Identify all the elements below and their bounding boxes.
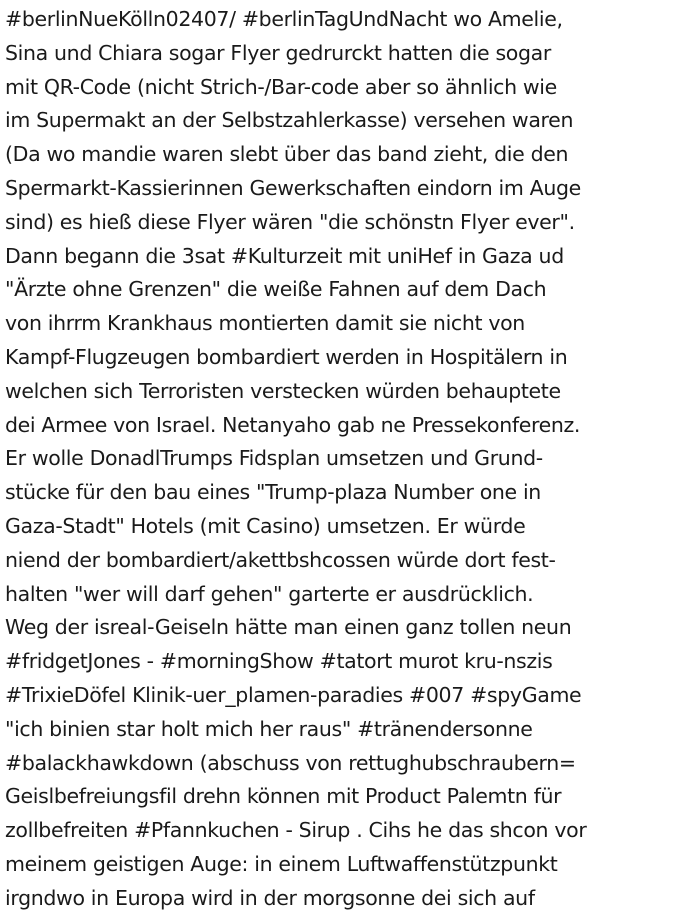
text-line: dei Armee von Israel. Netanyaho gab ne Pressekonferenz. — [5, 412, 581, 437]
text-line: mit QR-Code (nicht Strich-/Bar-code aber so ähnlich wie — [5, 74, 557, 99]
text-line: #berlinNueKölln02407/ #berlinTagUndNacht wo Amelie, — [5, 7, 563, 31]
text-line: "Ärzte ohne Grenzen" die weiße Fahnen auf dem Dach — [5, 277, 547, 302]
text-line: niend der bombardiert/akettbshcossen würde dort fest- — [5, 547, 556, 572]
text-line: Er wolle DonadlTrumps Fidsplan umsetzen und Grund- — [5, 446, 543, 471]
text-line: #fridgetJones - #morningShow #tatort murot kru-nszis — [5, 649, 553, 674]
text-line: meinem geistigen Auge: in einem Luftwaffenstützpunkt — [5, 851, 558, 876]
text-line: #balackhawkdown (abschuss von rettughubschraubern= — [5, 750, 576, 775]
text-line: Sina und Chiara sogar Flyer gedrurckt hatten die sogar — [5, 40, 551, 65]
text-line: #TrixieDöfel Klinik-uer_plamen-paradies #007 #spyGame — [5, 682, 582, 707]
text-block — [5, 3, 684, 916]
text-line: Weg der isreal-Geiseln hätte man einen ganz tollen neun — [5, 615, 572, 640]
text-line: stücke für den bau eines "Trump-plaza Number one in — [5, 480, 541, 505]
text-line: Spermarkt-Kassierinnen Gewerkschaften eindorn im Auge — [5, 175, 581, 200]
text-line: im Supermakt an der Selbstzahlerkasse) versehen waren — [5, 108, 574, 133]
text-line: Kampf-Flugzeugen bombardiert werden in Hospitälern in — [5, 344, 568, 369]
text-line: (Da wo mandie waren slebt über das band zieht, die den — [5, 142, 569, 167]
text-line: irgndwo in Europa wird in der morgsonne dei sich auf — [5, 885, 535, 910]
text-line: halten "wer will darf gehen" garterte er ausdrücklich. — [5, 581, 534, 606]
text-line: zollbefreiten #Pfannkuchen - Sirup . Cihs he das shcon vor — [5, 818, 587, 843]
text-line: "ich binien star holt mich her raus" #tränendersonne — [5, 716, 533, 741]
text-line: welchen sich Terroristen verstecken würden behauptete — [5, 378, 561, 403]
text-line: sind) es hieß diese Flyer wären "die schönstn Flyer ever". — [5, 209, 575, 234]
text-line: Dann begann die 3sat #Kulturzeit mit uniHef in Gaza ud — [5, 243, 564, 268]
text-line: Geislbefreiungsfil drehn können mit Product Palemtn für — [5, 784, 562, 809]
text-line: Gaza-Stadt" Hotels (mit Casino) umsetzen. Er würde — [5, 513, 526, 538]
text-line: von ihrrm Krankhaus montierten damit sie nicht von — [5, 311, 525, 336]
